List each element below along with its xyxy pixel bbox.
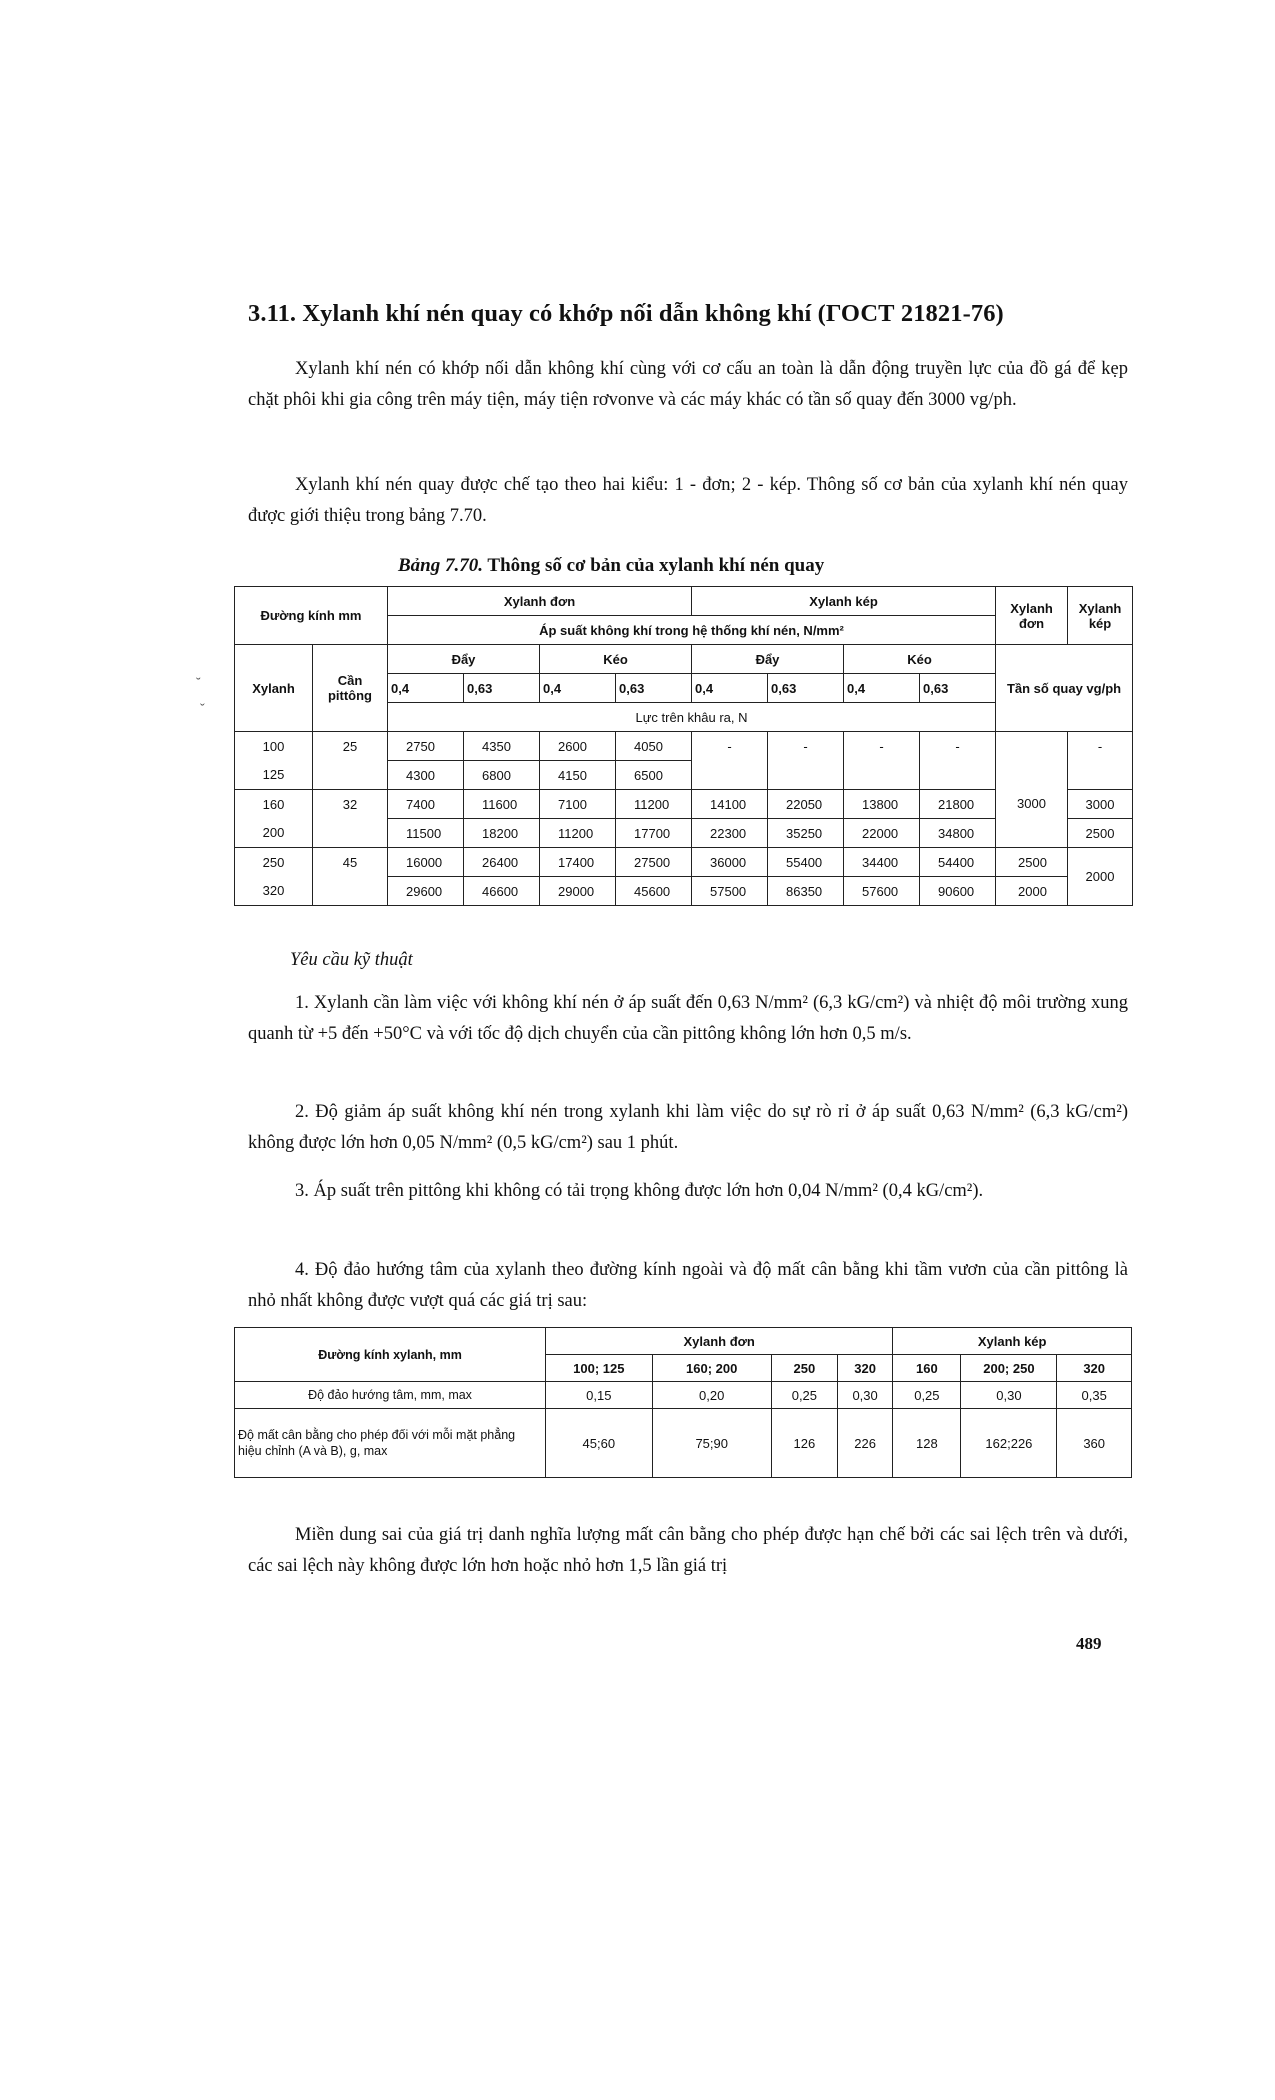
rod-diameter — [313, 819, 388, 848]
table-caption — [398, 555, 824, 577]
header-double-cylinder: Xylanh kép — [893, 1328, 1132, 1355]
force-cell — [844, 761, 920, 790]
frequency-double: 2500 — [1068, 819, 1133, 848]
cylinder-diameter: 160 — [235, 790, 313, 819]
frequency-double: 2000 — [1068, 848, 1133, 906]
requirement-1: 1. Xylanh cần làm việc với không khí nén ở áp suất đến 0,63 N/mm² (6,3 kG/cm²) và nhiệt độ môi trường xung quanh từ +5 đến +50°C và với tốc độ dịch chuyển của cần pittông không lớn hơn 0,5 m/s. — [248, 993, 1128, 1044]
force-cell: 18200 — [464, 819, 540, 848]
rod-diameter: 25 — [313, 732, 388, 761]
force-cell: 11200 — [540, 819, 616, 848]
runout-cell: 0,25 — [771, 1382, 837, 1409]
pressure-value: 0,4 — [388, 674, 464, 703]
pressure-value: 0,63 — [616, 674, 692, 703]
header-pressure: Áp suất không khí trong hệ thống khí nén, N/mm² — [388, 616, 996, 645]
requirement-3: 3. Áp suất trên pittông khi không có tải trọng không được lớn hơn 0,04 N/mm² (0,4 kG/cm²). — [295, 1181, 984, 1201]
force-cell: 34800 — [920, 819, 996, 848]
runout-cell: 0,25 — [893, 1382, 961, 1409]
pressure-value: 0,63 — [768, 674, 844, 703]
force-cell: 6800 — [464, 761, 540, 790]
requirement-4: 4. Độ đảo hướng tâm của xylanh theo đường kính ngoài và độ mất cân bằng khi tầm vươn của cần pittông là nhỏ nhất không được vượt quá các giá trị sau: — [248, 1260, 1128, 1311]
imbalance-cell: 75;90 — [652, 1409, 771, 1478]
table-row — [235, 848, 1133, 877]
table-row — [235, 877, 1133, 906]
header-col-double: Xylanh kép — [1068, 587, 1133, 645]
force-cell: 11600 — [464, 790, 540, 819]
frequency-single: 3000 — [996, 761, 1068, 848]
force-cell: 36000 — [692, 848, 768, 877]
cylinder-diameter: 125 — [235, 761, 313, 790]
force-cell: - — [844, 732, 920, 761]
force-cell: 7400 — [388, 790, 464, 819]
force-cell: 11200 — [616, 790, 692, 819]
runout-cell: 0,35 — [1057, 1382, 1132, 1409]
pressure-value: 0,4 — [540, 674, 616, 703]
header-push: Đẩy — [388, 645, 540, 674]
frequency-double: 3000 — [1068, 790, 1133, 819]
imbalance-cell: 226 — [837, 1409, 892, 1478]
size-header: 200; 250 — [961, 1355, 1057, 1382]
force-cell: 46600 — [464, 877, 540, 906]
frequency-single: 2500 — [996, 848, 1068, 877]
row-label-imbalance: Độ mất cân bằng cho phép đối với mỗi mặt phẳng hiệu chỉnh (A và B), g, max — [235, 1409, 546, 1478]
force-cell: 16000 — [388, 848, 464, 877]
force-cell: 13800 — [844, 790, 920, 819]
size-header: 160; 200 — [652, 1355, 771, 1382]
parameters-table — [234, 586, 1133, 906]
force-cell: 29000 — [540, 877, 616, 906]
force-cell: 11500 — [388, 819, 464, 848]
table-row — [235, 761, 1133, 790]
caption-text: Thông số cơ bản của xylanh khí nén quay — [483, 555, 825, 576]
imbalance-cell: 126 — [771, 1409, 837, 1478]
force-cell: 57500 — [692, 877, 768, 906]
frequency-single: 2000 — [996, 877, 1068, 906]
header-rod: Cần pittông — [313, 645, 388, 732]
force-cell: 22300 — [692, 819, 768, 848]
force-cell — [920, 761, 996, 790]
scan-mark: ˘ — [196, 676, 201, 691]
section-heading: 3.11. Xylanh khí nén quay có khớp nối dẫn không khí (ГОСТ 21821-76) — [248, 300, 1004, 327]
runout-cell: 0,15 — [546, 1382, 653, 1409]
frequency-double: - — [1068, 732, 1133, 761]
pressure-value: 0,63 — [920, 674, 996, 703]
scan-mark: ˇ — [200, 702, 205, 717]
force-cell: 34400 — [844, 848, 920, 877]
force-cell: 90600 — [920, 877, 996, 906]
header-single-cylinder: Xylanh đơn — [388, 587, 692, 616]
header-push: Đẩy — [692, 645, 844, 674]
force-cell: 4150 — [540, 761, 616, 790]
force-cell: 55400 — [768, 848, 844, 877]
table-row — [235, 732, 1133, 761]
size-header: 320 — [837, 1355, 892, 1382]
imbalance-cell: 360 — [1057, 1409, 1132, 1478]
requirement-2: 2. Độ giảm áp suất không khí nén trong xylanh khi làm việc do sự rò rỉ ở áp suất 0,63 N/mm² (6,3 kG/cm²) không được lớn hơn 0,05 N/mm² (0,5 kG/cm²) sau 1 phút. — [248, 1102, 1128, 1153]
table-row — [235, 1382, 1132, 1409]
frequency-single-empty — [996, 732, 1068, 761]
force-cell: 54400 — [920, 848, 996, 877]
force-cell: 21800 — [920, 790, 996, 819]
force-cell: 4300 — [388, 761, 464, 790]
cylinder-diameter: 250 — [235, 848, 313, 877]
force-cell: 27500 — [616, 848, 692, 877]
force-cell: 57600 — [844, 877, 920, 906]
rod-diameter: 45 — [313, 848, 388, 877]
pressure-value: 0,4 — [844, 674, 920, 703]
frequency-double-empty — [1068, 761, 1133, 790]
size-header: 160 — [893, 1355, 961, 1382]
rod-diameter — [313, 761, 388, 790]
technical-requirements-heading: Yêu cầu kỹ thuật — [290, 950, 413, 970]
force-cell: 7100 — [540, 790, 616, 819]
force-cell: - — [768, 732, 844, 761]
header-force: Lực trên khâu ra, N — [388, 703, 996, 732]
size-header: 100; 125 — [546, 1355, 653, 1382]
force-cell: - — [920, 732, 996, 761]
imbalance-cell: 128 — [893, 1409, 961, 1478]
force-cell: 17400 — [540, 848, 616, 877]
cylinder-diameter: 100 — [235, 732, 313, 761]
force-cell: - — [692, 732, 768, 761]
force-cell: 22050 — [768, 790, 844, 819]
header-cylinder-diameter: Đường kính xylanh, mm — [235, 1328, 546, 1382]
paragraph-types: Xylanh khí nén quay được chế tạo theo hai kiểu: 1 - đơn; 2 - kép. Thông số cơ bản của xylanh khí nén quay được giới thiệu trong bảng 7.70. — [248, 475, 1128, 526]
imbalance-cell: 162;226 — [961, 1409, 1057, 1478]
force-cell: 86350 — [768, 877, 844, 906]
header-col-single: Xylanh đơn — [996, 587, 1068, 645]
force-cell: 2750 — [388, 732, 464, 761]
force-cell: 14100 — [692, 790, 768, 819]
force-cell: 35250 — [768, 819, 844, 848]
header-diameter: Đường kính mm — [235, 587, 388, 645]
size-header: 320 — [1057, 1355, 1132, 1382]
tolerance-table — [234, 1327, 1132, 1478]
header-double-cylinder: Xylanh kép — [692, 587, 996, 616]
force-cell: 26400 — [464, 848, 540, 877]
paragraph-intro: Xylanh khí nén có khớp nối dẫn không khí cùng với cơ cấu an toàn là dẫn động truyền lực của đồ gá để kẹp chặt phôi khi gia công trên máy tiện, máy tiện rơvonve và các máy khác có tần số quay đến 3000 vg/ph. — [248, 359, 1128, 410]
caption-label: Bảng 7.70. — [398, 555, 483, 576]
rod-diameter — [313, 877, 388, 906]
force-cell: 22000 — [844, 819, 920, 848]
force-cell: 4350 — [464, 732, 540, 761]
page-number: 489 — [1076, 1634, 1102, 1653]
force-cell: 6500 — [616, 761, 692, 790]
force-cell: 29600 — [388, 877, 464, 906]
force-cell — [768, 761, 844, 790]
header-pull: Kéo — [844, 645, 996, 674]
force-cell: 45600 — [616, 877, 692, 906]
force-cell: 4050 — [616, 732, 692, 761]
header-single-cylinder: Xylanh đơn — [546, 1328, 893, 1355]
table-row — [235, 1409, 1132, 1478]
force-cell: 2600 — [540, 732, 616, 761]
header-pull: Kéo — [540, 645, 692, 674]
force-cell: 17700 — [616, 819, 692, 848]
runout-cell: 0,30 — [961, 1382, 1057, 1409]
pressure-value: 0,63 — [464, 674, 540, 703]
closing-paragraph: Miền dung sai của giá trị danh nghĩa lượng mất cân bằng cho phép được hạn chế bởi các sai lệch trên và dưới, các sai lệch này không được lớn hơn hoặc nhỏ hơn 1,5 lần giá trị — [248, 1525, 1128, 1576]
pressure-value: 0,4 — [692, 674, 768, 703]
row-label-runout: Độ đảo hướng tâm, mm, max — [235, 1382, 546, 1409]
size-header: 250 — [771, 1355, 837, 1382]
cylinder-diameter: 320 — [235, 877, 313, 906]
runout-cell: 0,20 — [652, 1382, 771, 1409]
rod-diameter: 32 — [313, 790, 388, 819]
header-frequency: Tần số quay vg/ph — [996, 645, 1133, 732]
cylinder-diameter: 200 — [235, 819, 313, 848]
force-cell — [692, 761, 768, 790]
header-cylinder: Xylanh — [235, 645, 313, 732]
imbalance-cell: 45;60 — [546, 1409, 653, 1478]
runout-cell: 0,30 — [837, 1382, 892, 1409]
